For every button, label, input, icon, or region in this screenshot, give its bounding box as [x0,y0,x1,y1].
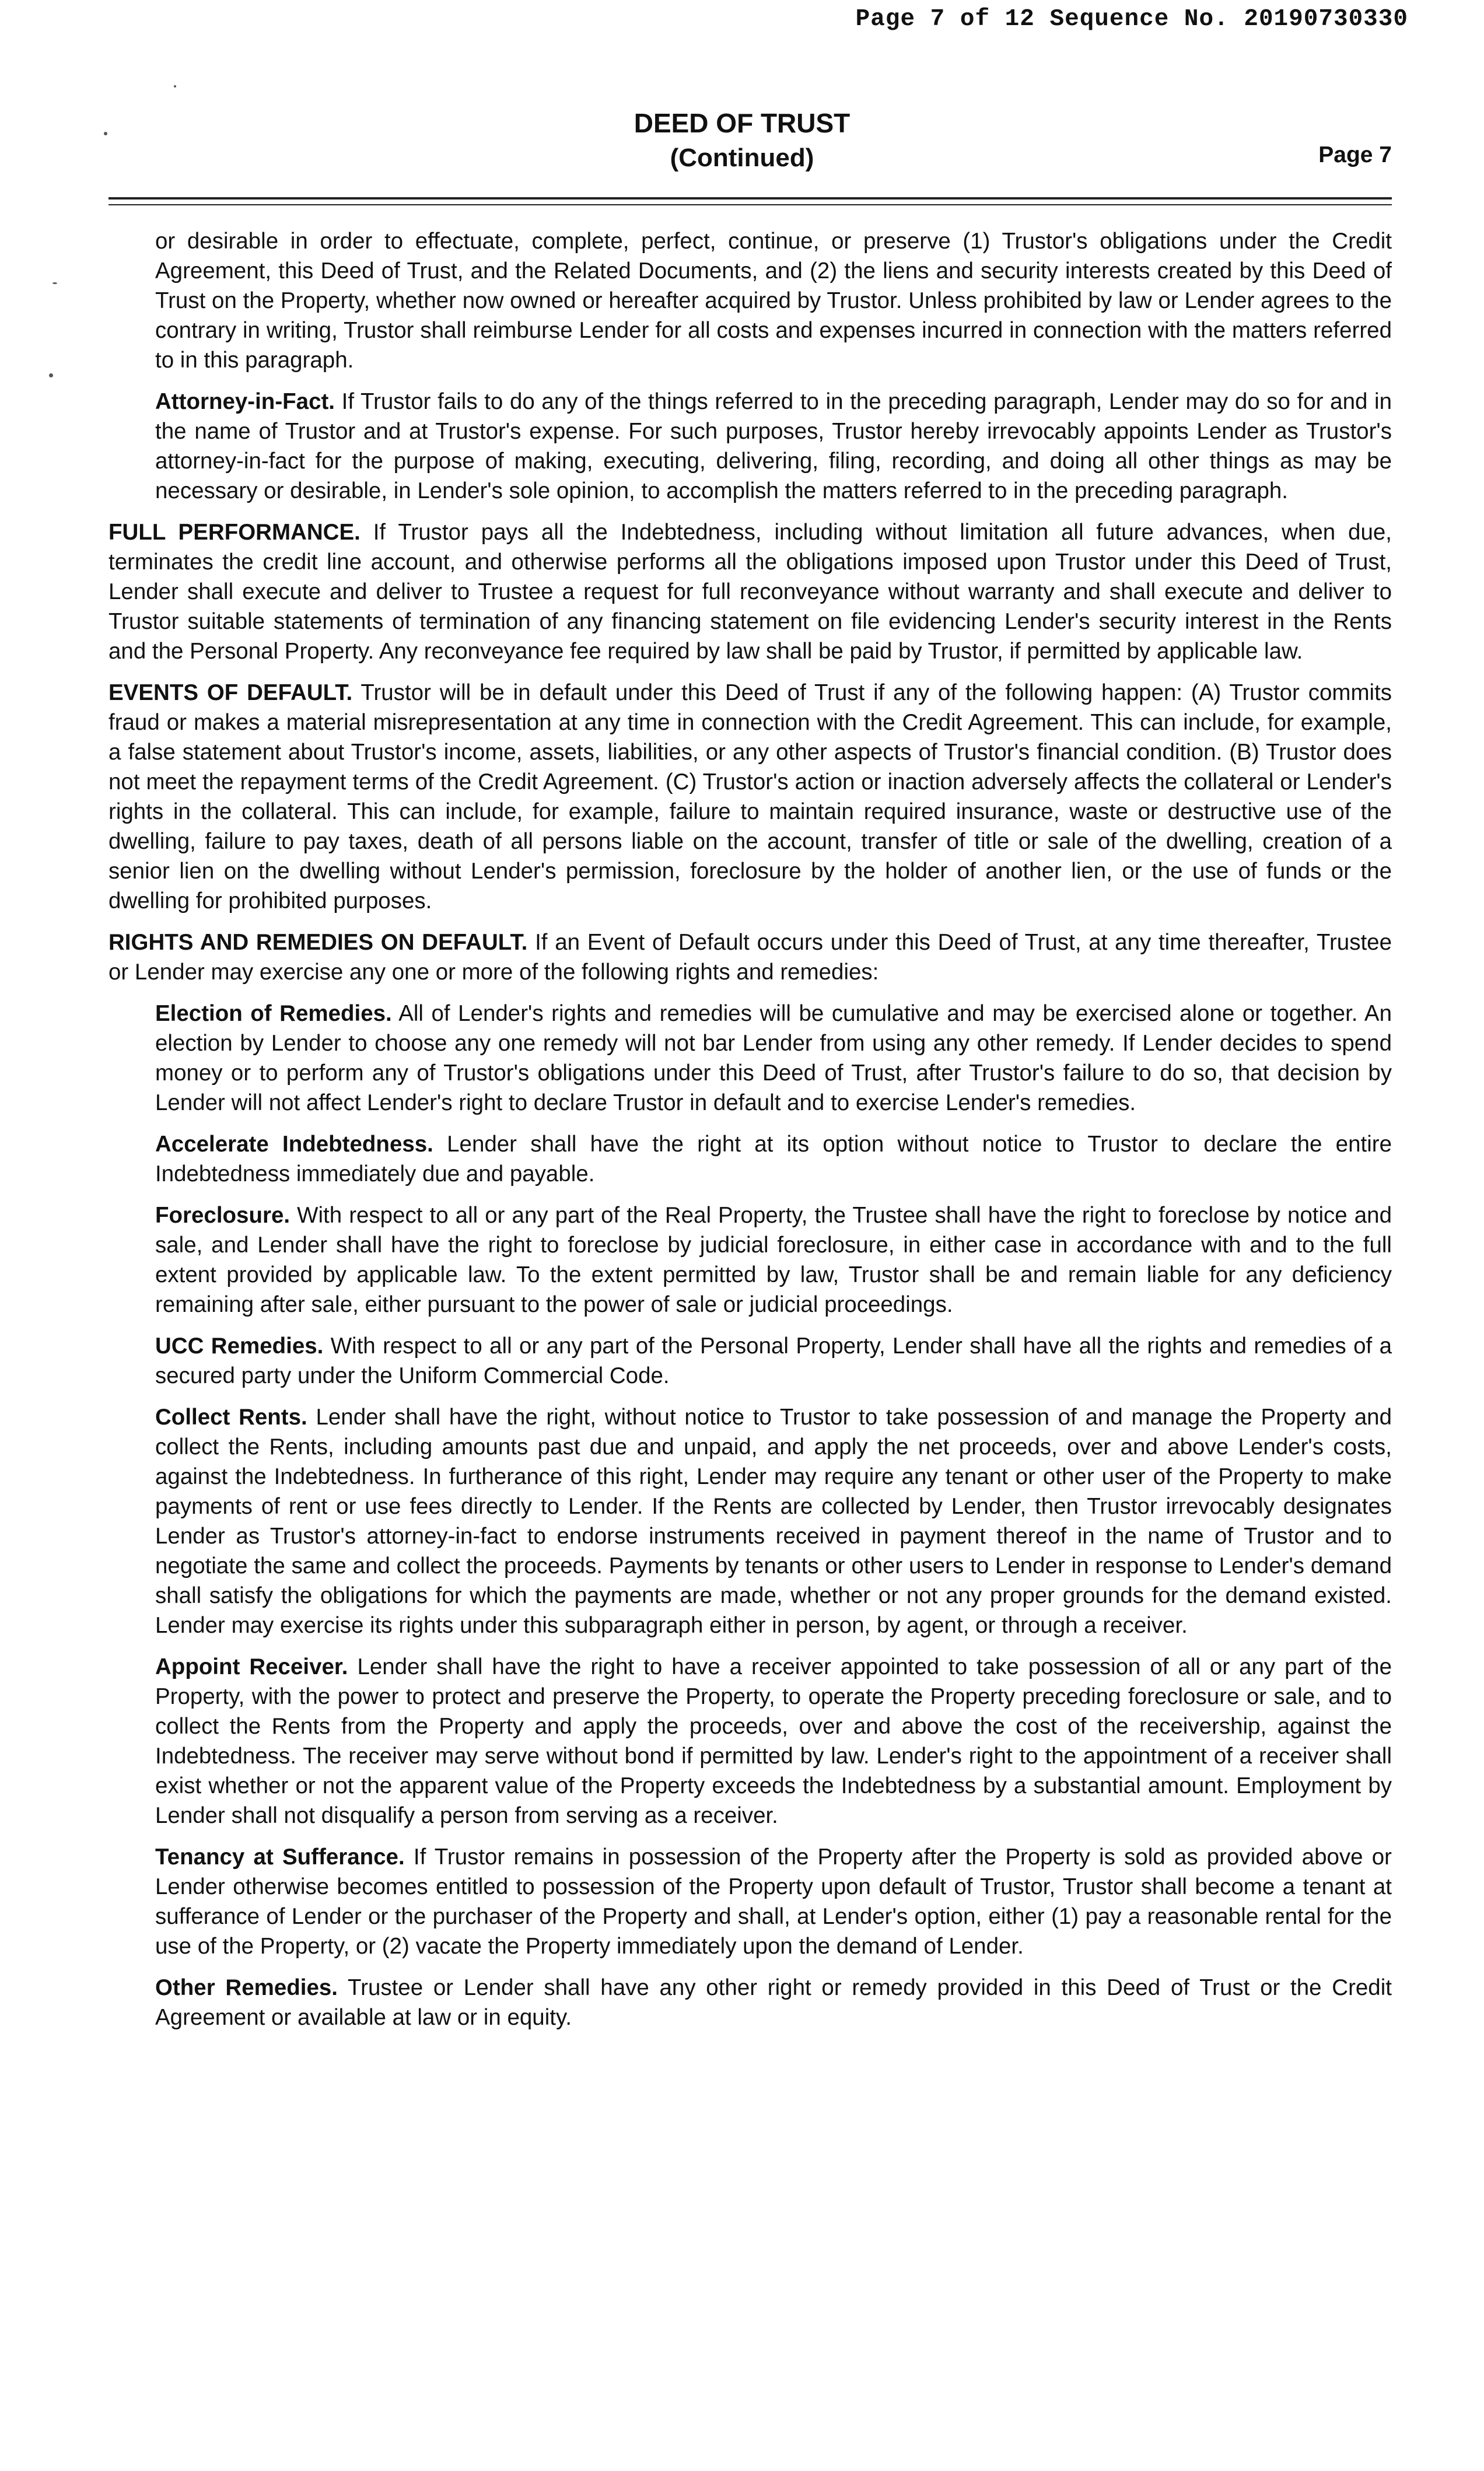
paragraph-text: Lender shall have the right to have a receiver appointed to take possession of all or any part of the Property, with the power to protect and preserve the Property, to operate the Property preceding foreclosure or sale, and to collect the Rents from the Property and apply the proceeds, over and above the cost of the receivership, against the Indebtedness. The receiver may serve without bond if permitted by law. Lender's right to the appointment of a receiver shall exist whether or not the apparent value of the Property exceeds the Indebtedness by a substantial amount. Employment by Lender shall not disqualify a person from serving as a receiver. [155,1654,1392,1828]
section-heading: EVENTS OF DEFAULT. [108,680,353,705]
paragraph-appoint-receiver [155,1652,1392,1831]
paragraph-text: or desirable in order to effectuate, complete, perfect, continue, or preserve (1) Trustor's obligations under the Credit Agreement, this Deed of Trust, and the Related Documents, and (2) the liens and security interests created by this Deed of Trust on the Property, whether now owned or hereafter acquired by Trustor. Unless prohibited by law or Lender agrees to the contrary in writing, Trustor shall reimburse Lender for all costs and expenses incurred in connection with the matters referred to in this paragraph. [155,229,1392,373]
paragraph-ucc-remedies [155,1331,1392,1391]
header-rule-thick [108,197,1392,200]
section-heading: RIGHTS AND REMEDIES ON DEFAULT. [108,930,528,955]
paragraph-text: If Trustor fails to do any of the things referred to in the preceding paragraph, Lender may do so for and in the name of Trustor and at Trustor's expense. For such purposes, Trustor hereby irrevocably appoints Lender as Trustor's attorney-in-fact for the purpose of making, executing, delivering, filing, recording, and doing all other things as may be necessary or desirable, in Lender's sole opinion, to accomplish the matters referred to in the preceding paragraph. [155,389,1392,503]
paragraph-accelerate-indebtedness [155,1129,1392,1189]
document-title: DEED OF TRUST [634,108,850,138]
document-subtitle: (Continued) [670,144,814,172]
scan-speck [52,282,57,284]
paragraph-foreclosure [155,1200,1392,1320]
sequence-header: Page 7 of 12 Sequence No. 20190730330 [855,6,1408,33]
paragraph-heading: Appoint Receiver. [155,1654,348,1679]
paragraph-text: If an Event of Default occurs under this Deed of Trust, at any time thereafter, Trustee or Lender may exercise any one or more of the following rights and remedies: [108,930,1392,985]
paragraph-text: Lender shall have the right, without notice to Trustor to take possession of and manage the Property and collect the Rents, including amounts past due and unpaid, and apply the net proceeds, over and above Lender's costs, against the Indebtedness. In furtherance of this right, Lender may require any tenant or other user of the Property to make payments of rent or use fees directly to Lender. If the Rents are collected by Lender, then Trustor irrevocably designates Lender as Trustor's attorney-in-fact to endorse instruments received in payment thereof in the name of Trustor and to negotiate the same and collect the proceeds. Payments by tenants or other users to Lender in response to Lender's demand shall satisfy the obligations for which the payments are made, whether or not any proper grounds for the demand existed. Lender may exercise its rights under this subparagraph either in person, by agent, or through a receiver. [155,1405,1392,1638]
paragraph-heading: Tenancy at Sufferance. [155,1845,405,1870]
document-body [108,226,1392,2044]
title-block [0,105,1484,175]
paragraph-heading: Attorney-in-Fact. [155,389,335,414]
paragraph-text: Lender shall have the right at its option without notice to Trustor to declare the entire Indebtedness immediately due and payable. [155,1132,1392,1186]
paragraph-collect-rents [155,1402,1392,1640]
paragraph-heading: Foreclosure. [155,1203,290,1228]
paragraph-continuation [155,226,1392,375]
paragraph-election-of-remedies [155,999,1392,1118]
scan-speck [104,132,107,135]
paragraph-events-of-default [108,678,1392,916]
section-heading: FULL PERFORMANCE. [108,520,360,545]
paragraph-text: Trustor will be in default under this Deed of Trust if any of the following happen: (A) Trustor commits fraud or makes a material misrepresentation at any time in connection with the Credit Agreement. This can include, for example, a false statement about Trustor's income, assets, liabilities, or any other aspects of Trustor's financial condition. (B) Trustor does not meet the repayment terms of the Credit Agreement. (C) Trustor's action or inaction adversely affects the collateral or Lender's rights in the collateral. This can include, for example, failure to maintain required insurance, waste or destructive use of the dwelling, failure to pay taxes, death of all persons liable on the account, transfer of title or sale of the dwelling, creation of a senior lien on the dwelling without Lender's permission, foreclosure by the holder of another lien, or the use of funds or the dwelling for prohibited purposes. [108,680,1392,914]
paragraph-text: Trustee or Lender shall have any other right or remedy provided in this Deed of Trust or the Credit Agreement or available at law or in equity. [155,1975,1392,2030]
paragraph-text: With respect to all or any part of the Real Property, the Trustee shall have the right to foreclose by notice and sale, and Lender shall have the right to foreclose by judicial foreclosure, in either case in accordance with and to the full extent provided by applicable law. To the extent permitted by law, Trustor shall be and remain liable for any deficiency remaining after sale, either pursuant to the power of sale or judicial proceedings. [155,1203,1392,1317]
paragraph-heading: Other Remedies. [155,1975,338,2000]
paragraph-heading: UCC Remedies. [155,1334,324,1359]
paragraph-other-remedies [155,1973,1392,2032]
paragraph-rights-and-remedies [108,928,1392,987]
paragraph-heading: Collect Rents. [155,1405,307,1430]
paragraph-text: All of Lender's rights and remedies will be cumulative and may be exercised alone or together. An election by Lender to choose any one remedy will not bar Lender from using any other remedy. If Lender decides to spend money or to perform any of Trustor's obligations under this Deed of Trust, after Trustor's failure to do so, that decision by Lender will not affect Lender's right to declare Trustor in default and to exercise Lender's remedies. [155,1001,1392,1115]
header-rule-thin [108,204,1392,205]
paragraph-full-performance [108,517,1392,666]
paragraph-attorney-in-fact [155,387,1392,506]
paragraph-heading: Election of Remedies. [155,1001,392,1026]
page-number: Page 7 [1318,142,1392,167]
paragraph-text: If Trustor pays all the Indebtedness, including without limitation all future advances, when due, terminates the credit line account, and otherwise performs all the obligations imposed upon Trustor under this Deed of Trust, Lender shall execute and deliver to Trustee a request for full reconveyance without warranty and shall execute and deliver to Trustor suitable statements of termination of any financing statement on file evidencing Lender's security interest in the Rents and the Personal Property. Any reconveyance fee required by law shall be paid by Trustor, if permitted by applicable law. [108,520,1392,664]
paragraph-heading: Accelerate Indebtedness. [155,1132,433,1157]
paragraph-text: If Trustor remains in possession of the Property after the Property is sold as provided above or Lender otherwise becomes entitled to possession of the Property upon default of Trustor, Trustor shall become a tenant at sufferance of Lender or the purchaser of the Property and shall, at Lender's option, either (1) pay a reasonable rental for the use of the Property, or (2) vacate the Property immediately upon the demand of Lender. [155,1845,1392,1959]
scan-speck [174,85,176,88]
paragraph-text: With respect to all or any part of the Personal Property, Lender shall have all the rights and remedies of a secured party under the Uniform Commercial Code. [155,1334,1392,1388]
scan-speck [49,373,53,377]
paragraph-tenancy-at-sufferance [155,1842,1392,1961]
